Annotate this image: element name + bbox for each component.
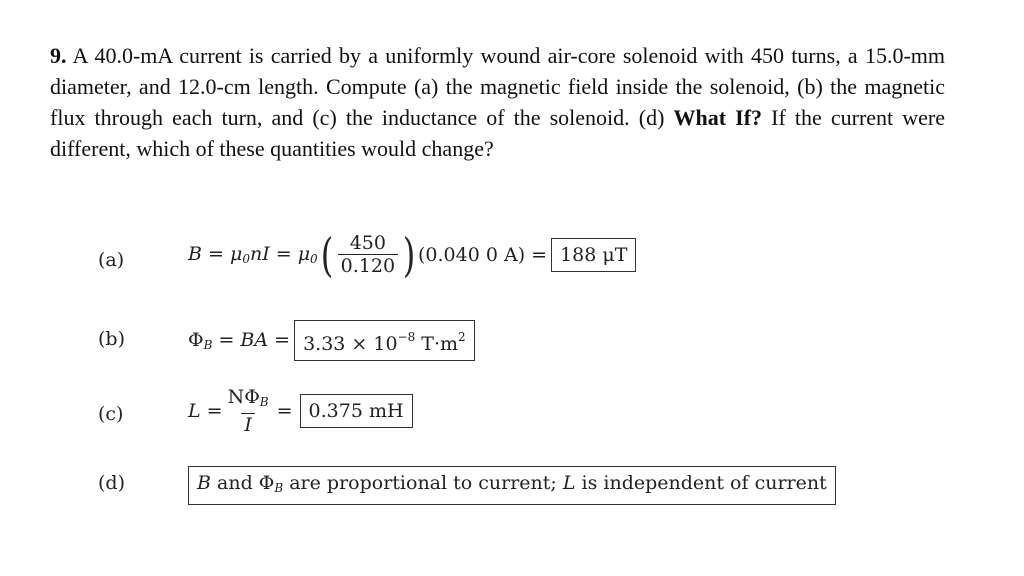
solution-row-b xyxy=(0,318,1024,378)
solution-row-a xyxy=(0,227,1024,292)
answer-box-b: $3.33 \times 10^{-8}$ $T\cdot m^2$ xyxy=(294,320,475,361)
fraction-nphi-over-i xyxy=(225,386,272,436)
fraction-n-over-l xyxy=(338,232,398,277)
problem-text-2: If the current were different, which of these quantities would change? xyxy=(50,105,945,161)
what-if-label: What If? xyxy=(673,105,763,130)
problem-statement xyxy=(50,40,945,164)
solution-row-d xyxy=(0,464,1024,524)
problem-number: 9. xyxy=(50,43,67,68)
equals-sign: = xyxy=(276,400,293,422)
equation-c xyxy=(188,386,413,436)
fraction-numerator-c: $N\Phi_B$ xyxy=(227,386,269,409)
fraction-numerator: 450 xyxy=(349,232,386,254)
fraction-denominator-c: I xyxy=(241,413,255,436)
equation-a xyxy=(188,227,636,282)
answer-box-c: 0.375 mH xyxy=(300,394,413,428)
right-paren: ) xyxy=(402,227,416,282)
problem-text-1: A 40.0-mA current is carried by a uniformly wound air-core solenoid with 450 turns, a 15.0-mm diameter, and 12.0-cm length. Compute (a) the magnetic field inside the solenoid, (b) the magnetic flux through each turn, and (c) the inductance of the solenoid. (d) xyxy=(50,43,945,130)
eq-a-lhs: $B = \mu_0nI = \mu_0$ xyxy=(188,243,318,266)
fraction-denominator: 0.120 xyxy=(338,254,398,277)
part-label-a: (a) xyxy=(98,249,125,271)
part-label-b: (b) xyxy=(98,328,125,350)
answer-box-a: 188 μT xyxy=(551,238,636,272)
eq-c-lhs: L = xyxy=(188,400,223,422)
part-label-c: (c) xyxy=(98,403,124,425)
solution-row-c xyxy=(0,386,1024,446)
answer-box-d: B and $\Phi_B$ are proportional to current; L is independent of current xyxy=(188,466,836,505)
equation-d xyxy=(188,466,836,505)
current-factor: (0.040 0 A) = xyxy=(418,243,548,266)
left-paren: ( xyxy=(320,227,333,282)
eq-b-lhs: $\Phi_B$ = BA = xyxy=(188,329,291,352)
part-label-d: (d) xyxy=(98,472,125,494)
equation-b xyxy=(188,320,475,361)
